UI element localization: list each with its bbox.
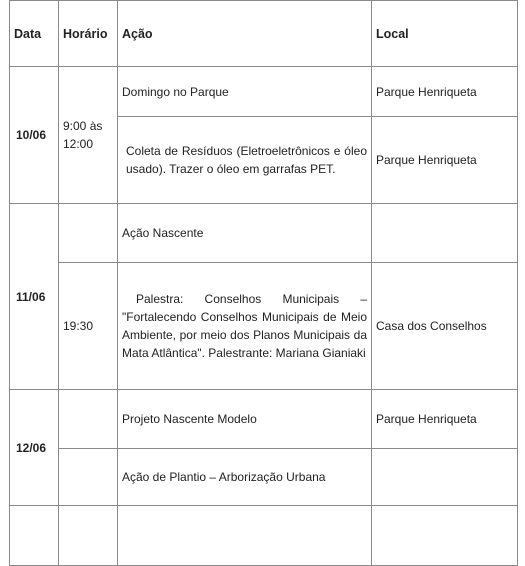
header-local: Local	[372, 1, 518, 67]
header-action: Ação	[118, 1, 372, 67]
table-row	[10, 204, 518, 263]
action-cell: Coleta de Resíduos (Eletroeletrônicos e óleo usado). Trazer o óleo em garrafas PET.	[118, 117, 372, 204]
time-cell	[59, 506, 118, 566]
time-cell: 9:00 às 12:00	[59, 67, 118, 204]
table-row	[10, 263, 518, 390]
table-row	[10, 449, 518, 506]
schedule-table	[9, 0, 518, 566]
time-cell	[59, 449, 118, 506]
header-date: Data	[10, 1, 59, 67]
header-time: Horário	[59, 1, 118, 67]
date-cell: 10/06	[10, 67, 59, 204]
date-cell: 12/06	[10, 390, 59, 506]
local-cell	[372, 204, 518, 263]
time-cell: 19:30	[59, 263, 118, 390]
table-row	[10, 506, 518, 566]
action-cell	[118, 506, 372, 566]
time-cell	[59, 204, 118, 263]
date-cell	[10, 506, 59, 566]
table-row	[10, 67, 518, 117]
action-cell: Ação Nascente	[118, 204, 372, 263]
local-cell: Casa dos Conselhos	[372, 263, 518, 390]
local-cell: Parque Henriqueta	[372, 390, 518, 449]
action-cell: Ação de Plantio – Arborização Urbana	[118, 449, 372, 506]
time-cell	[59, 390, 118, 449]
action-cell: Palestra: Conselhos Municipais – "Fortalecendo Conselhos Municipais de Meio Ambiente, por meio dos Planos Municipais da Mata Atlântica". Palestrante: Mariana Gianiaki	[118, 263, 372, 390]
date-cell: 11/06	[10, 204, 59, 390]
local-cell: Parque Henriqueta	[372, 117, 518, 204]
action-cell: Domingo no Parque	[118, 67, 372, 117]
local-cell	[372, 506, 518, 566]
table-row	[10, 390, 518, 449]
action-cell: Projeto Nascente Modelo	[118, 390, 372, 449]
local-cell	[372, 449, 518, 506]
local-cell: Parque Henriqueta	[372, 67, 518, 117]
header-row	[10, 1, 518, 67]
